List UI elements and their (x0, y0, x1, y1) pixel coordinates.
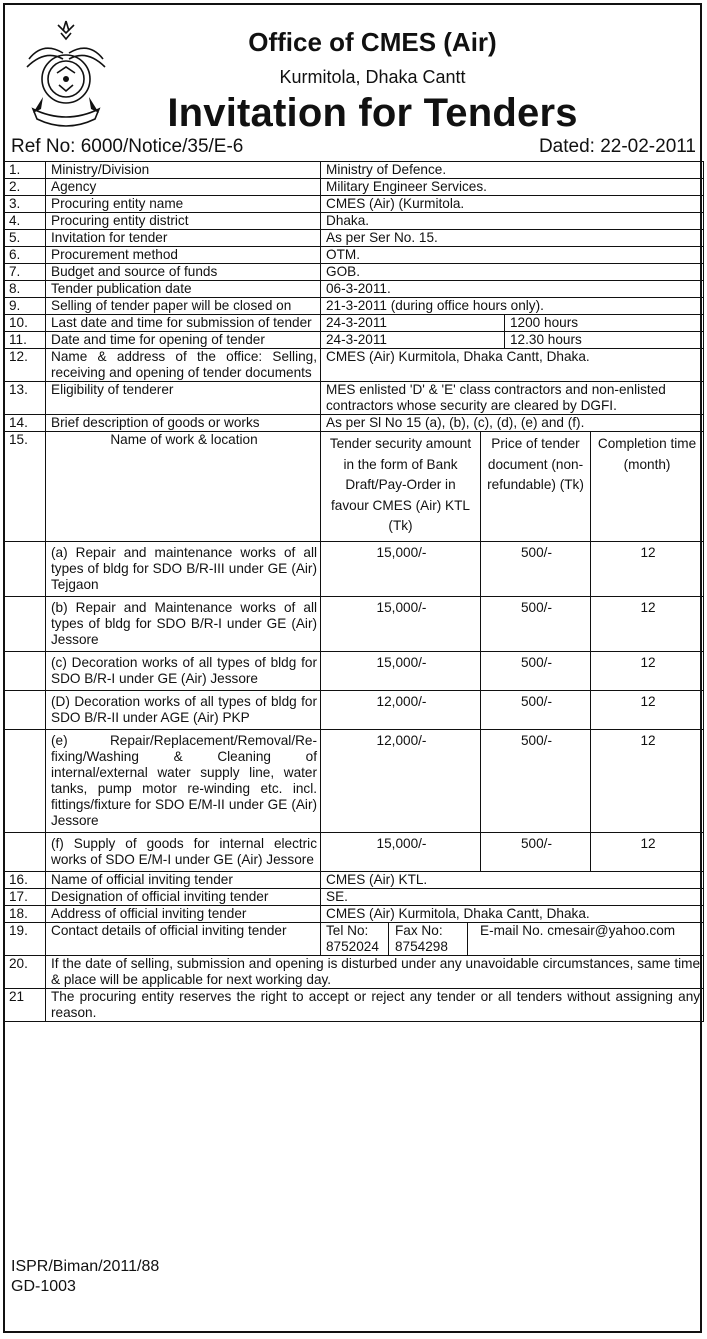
ispr-reference: ISPR/Biman/2011/88 (11, 1258, 160, 1275)
work-security: 15,000/- (321, 832, 481, 871)
tender-table (3, 161, 704, 1022)
work-security: 15,000/- (321, 596, 481, 651)
table-row (4, 888, 704, 905)
work-completion: 12 (591, 651, 704, 690)
work-price: 500/- (481, 651, 591, 690)
row-number: 10. (4, 315, 46, 332)
table-row (4, 264, 704, 281)
row-number: 1. (4, 162, 46, 179)
row-value: As per Ser No. 15. (321, 230, 704, 247)
row-number: 13. (4, 382, 46, 415)
works-column-header: Name of work & location (46, 432, 321, 542)
row-number: 19. (4, 922, 46, 955)
row-label: Agency (46, 179, 321, 196)
work-row (4, 651, 704, 690)
row-label: Budget and source of funds (46, 264, 321, 281)
notice-footer (5, 1251, 700, 1331)
work-security: 15,000/- (321, 541, 481, 596)
table-row (4, 871, 704, 888)
work-price: 500/- (481, 541, 591, 596)
work-description: (c) Decoration works of all types of bldg for SDO B/R-I under GE (Air) Jessore (46, 651, 321, 690)
row-label: Selling of tender paper will be closed on (46, 298, 321, 315)
row-value: MES enlisted 'D' & 'E' class contractors and non-enlisted contractors whose security are cleared by DGFI. (321, 382, 704, 415)
contact-email: E-mail No. cmesair@yahoo.com (480, 922, 676, 938)
work-completion: 12 (591, 690, 704, 729)
row-value: OTM. (321, 247, 704, 264)
submission-date: 24-3-2011 (321, 315, 505, 332)
work-completion: 12 (591, 729, 704, 832)
row-number: 2. (4, 179, 46, 196)
gd-reference: GD-1003 (11, 1278, 76, 1295)
contact-tel: Tel No: 8752024 (321, 923, 389, 955)
row-number: 11. (4, 332, 46, 349)
table-row (4, 179, 704, 196)
work-row (4, 729, 704, 832)
tender-notice (3, 3, 702, 1333)
work-security: 12,000/- (321, 690, 481, 729)
table-row (4, 332, 704, 349)
row-label: Date and time for opening of tender (46, 332, 321, 349)
work-row (4, 690, 704, 729)
work-description: (a) Repair and maintenance works of all types of bldg for SDO B/R-III under GE (Air) Tejgaon (46, 541, 321, 596)
row-label: Tender publication date (46, 281, 321, 298)
row-label: Procuring entity district (46, 213, 321, 230)
table-row (4, 213, 704, 230)
row-number: 16. (4, 871, 46, 888)
table-row (4, 247, 704, 264)
row-number: 3. (4, 196, 46, 213)
contact-fax: Fax No: 8754298 (389, 923, 468, 955)
work-row (4, 596, 704, 651)
row-number: 15. (4, 432, 46, 542)
row-value: Military Engineer Services. (321, 179, 704, 196)
row-value: 21-3-2011 (during office hours only). (321, 298, 704, 315)
table-row (4, 922, 704, 955)
row-number: 14. (4, 415, 46, 432)
row-value: CMES (Air) Kurmitola, Dhaka Cantt, Dhaka. (321, 349, 704, 382)
table-row (4, 281, 704, 298)
opening-date: 24-3-2011 (321, 332, 505, 349)
row-number: 18. (4, 905, 46, 922)
security-column-header: Tender security amount in the form of Bank Draft/Pay-Order in favour CMES (Air) KTL (Tk) (321, 432, 481, 542)
row-number: 7. (4, 264, 46, 281)
opening-time: 12.30 hours (505, 332, 704, 349)
table-row (4, 349, 704, 382)
work-description: (e) Repair/Replacement/Removal/Re-fixing/Washing & Cleaning of internal/external water supply line, water tanks, pump motor re-winding etc. incl. fittings/fixture for SDO E/M-II under GE (Air) Jessore (46, 729, 321, 832)
table-row (4, 298, 704, 315)
row-number: 9. (4, 298, 46, 315)
work-completion: 12 (591, 832, 704, 871)
table-row (4, 988, 704, 1021)
work-description: (b) Repair and Maintenance works of all types of bldg for SDO B/R-I under GE (Air) Jessore (46, 596, 321, 651)
price-column-header: Price of tender document (non-refundable) (Tk) (481, 432, 591, 542)
work-price: 500/- (481, 832, 591, 871)
work-price: 500/- (481, 596, 591, 651)
reference-number: Ref No: 6000/Notice/35/E-6 (11, 136, 244, 157)
row-value: SE. (321, 888, 704, 905)
row-value: GOB. (321, 264, 704, 281)
row-number: 8. (4, 281, 46, 298)
row-label: Eligibility of tenderer (46, 382, 321, 415)
work-completion: 12 (591, 541, 704, 596)
row-number: 12. (4, 349, 46, 382)
row-label: Name & address of the office: Selling, receiving and opening of tender documents (46, 349, 321, 382)
notice-title: Invitation for Tenders (167, 91, 578, 135)
row-label: Contact details of official inviting tender (46, 922, 321, 955)
work-description: (f) Supply of goods for internal electric works of SDO E/M-I under GE (Air) Jessore (46, 832, 321, 871)
row-label: Last date and time for submission of tender (46, 315, 321, 332)
row-number: 6. (4, 247, 46, 264)
row-value: CMES (Air) KTL. (321, 871, 704, 888)
work-row (4, 541, 704, 596)
row-label: Name of official inviting tender (46, 871, 321, 888)
completion-column-header: Completion time (month) (591, 432, 704, 542)
row-number: 4. (4, 213, 46, 230)
work-row (4, 832, 704, 871)
table-row (4, 382, 704, 415)
row-label: Designation of official inviting tender (46, 888, 321, 905)
row-label: Address of official inviting tender (46, 905, 321, 922)
table-row (4, 415, 704, 432)
notice-date: Dated: 22-02-2011 (538, 136, 696, 157)
work-security: 12,000/- (321, 729, 481, 832)
work-completion: 12 (591, 596, 704, 651)
office-name: Office of CMES (Air) (248, 27, 497, 57)
works-header-row (4, 432, 704, 542)
work-price: 500/- (481, 729, 591, 832)
row-value: 06-3-2011. (321, 281, 704, 298)
row-number: 20. (4, 955, 46, 988)
row-number: 17. (4, 888, 46, 905)
row-text: The procuring entity reserves the right to accept or reject any tender or all tenders without assigning any reason. (46, 988, 704, 1021)
row-value: As per Sl No 15 (a), (b), (c), (d), (e) and (f). (321, 415, 704, 432)
table-row (4, 162, 704, 179)
table-row (4, 196, 704, 213)
office-location: Kurmitola, Dhaka Cantt (279, 67, 466, 87)
row-value: CMES (Air) Kurmitola, Dhaka Cantt, Dhaka. (321, 905, 704, 922)
work-description: (D) Decoration works of all types of bldg for SDO B/R-II under AGE (Air) PKP (46, 690, 321, 729)
row-value: Dhaka. (321, 213, 704, 230)
submission-time: 1200 hours (505, 315, 704, 332)
work-price: 500/- (481, 690, 591, 729)
row-label: Procuring entity name (46, 196, 321, 213)
table-row (4, 315, 704, 332)
table-row (4, 905, 704, 922)
row-text: If the date of selling, submission and opening is disturbed under any unavoidable circumstances, same time & place will be applicable for next working day. (46, 955, 704, 988)
table-row (4, 955, 704, 988)
row-number: 21 (4, 988, 46, 1021)
row-number: 5. (4, 230, 46, 247)
work-security: 15,000/- (321, 651, 481, 690)
table-row (4, 230, 704, 247)
notice-header (5, 5, 700, 133)
row-value: CMES (Air) (Kurmitola. (321, 196, 704, 213)
contact-details (321, 922, 704, 955)
row-value: Ministry of Defence. (321, 162, 704, 179)
reference-row (5, 133, 700, 161)
row-label: Ministry/Division (46, 162, 321, 179)
row-label: Invitation for tender (46, 230, 321, 247)
row-label: Brief description of goods or works (46, 415, 321, 432)
row-label: Procurement method (46, 247, 321, 264)
